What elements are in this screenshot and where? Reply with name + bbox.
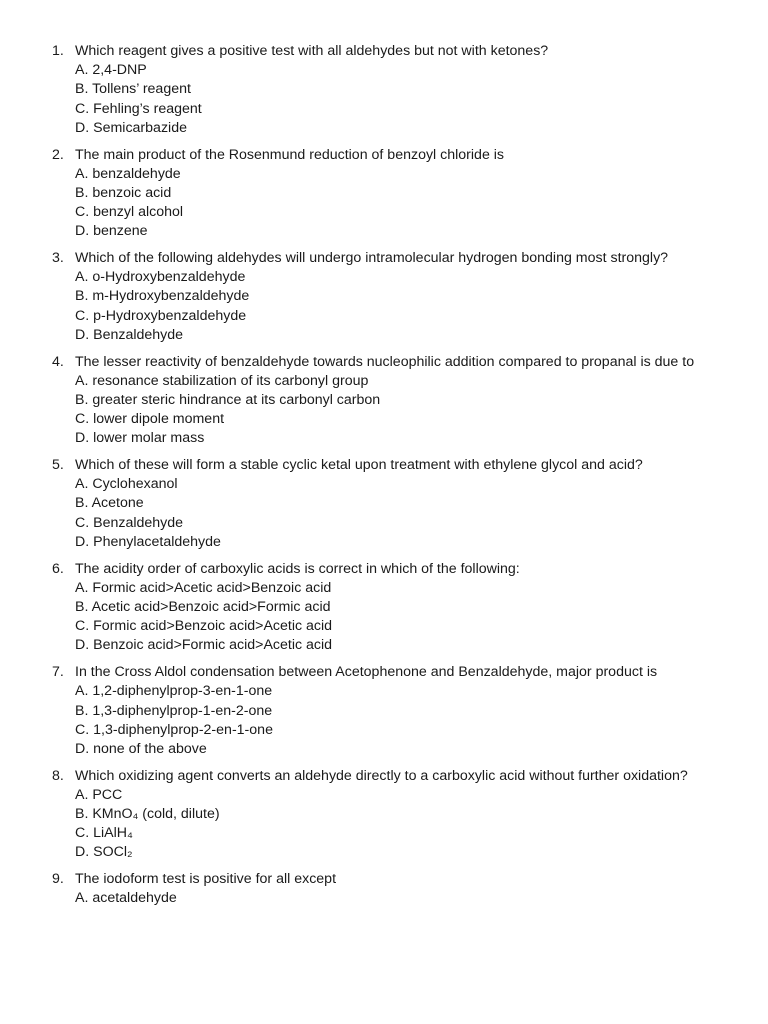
question-4 bbox=[0, 353, 768, 449]
option-d: D. Semicarbazide bbox=[75, 119, 187, 136]
option-d: D. Benzaldehyde bbox=[75, 326, 184, 343]
option-d: D. Phenylacetaldehyde bbox=[75, 533, 221, 550]
option-c: C. Fehling’s reagent bbox=[75, 100, 202, 117]
option-d: D. lower molar mass bbox=[75, 430, 205, 447]
option-a: A. o-Hydroxybenzaldehyde bbox=[75, 269, 246, 286]
question-text: Which of the following aldehydes will undergo intramolecular hydrogen bonding most strongly? bbox=[75, 250, 669, 267]
question-text: Which of these will form a stable cyclic ketal upon treatment with ethylene glycol and acid? bbox=[75, 457, 643, 474]
option-a: A. 1,2-diphenylprop-3-en-1-one bbox=[75, 683, 273, 700]
option-c: C. Formic acid>Benzoic acid>Acetic acid bbox=[75, 618, 333, 635]
option-b: B. KMnO₄ (cold, dilute) bbox=[75, 806, 220, 823]
question-number: 7. bbox=[52, 664, 64, 681]
question-6 bbox=[0, 560, 768, 656]
question-2 bbox=[0, 146, 768, 242]
question-1 bbox=[0, 42, 768, 138]
option-c: C. 1,3-diphenylprop-2-en-1-one bbox=[75, 721, 273, 738]
option-c: C. p-Hydroxybenzaldehyde bbox=[75, 307, 247, 324]
option-a: A. resonance stabilization of its carbonyl group bbox=[75, 372, 369, 389]
question-number: 3. bbox=[52, 250, 64, 267]
question-text: Which reagent gives a positive test with all aldehydes but not with ketones? bbox=[75, 43, 549, 59]
question-7 bbox=[0, 663, 768, 759]
question-number: 6. bbox=[52, 560, 64, 577]
option-a: A. Formic acid>Acetic acid>Benzoic acid bbox=[75, 579, 332, 596]
option-c: C. lower dipole moment bbox=[75, 411, 225, 428]
option-c: C. benzyl alcohol bbox=[75, 204, 184, 221]
option-a: A. PCC bbox=[75, 786, 123, 803]
option-d: D. none of the above bbox=[75, 740, 207, 757]
option-b: B. Acetic acid>Benzoic acid>Formic acid bbox=[75, 598, 331, 615]
question-text: The lesser reactivity of benzaldehyde towards nucleophilic addition compared to propanal is due to bbox=[75, 353, 695, 370]
question-number: 2. bbox=[52, 146, 64, 163]
option-d: D. SOCl₂ bbox=[75, 844, 133, 861]
question-number: 8. bbox=[52, 767, 64, 784]
question-9 bbox=[0, 870, 768, 908]
option-a: A. acetaldehyde bbox=[75, 890, 177, 907]
option-b: B. Acetone bbox=[75, 495, 144, 512]
question-text: The main product of the Rosenmund reduction of benzoyl chloride is bbox=[75, 146, 505, 163]
option-d: D. benzene bbox=[75, 223, 148, 240]
option-b: B. greater steric hindrance at its carbonyl carbon bbox=[75, 391, 381, 408]
question-3 bbox=[0, 249, 768, 345]
question-text: The iodoform test is positive for all except bbox=[75, 871, 337, 888]
question-text: In the Cross Aldol condensation between Acetophenone and Benzaldehyde, major product is bbox=[75, 664, 658, 681]
question-number: 5. bbox=[52, 457, 64, 474]
option-b: B. 1,3-diphenylprop-1-en-2-one bbox=[75, 702, 273, 719]
option-b: B. m-Hydroxybenzaldehyde bbox=[75, 288, 250, 305]
option-c: C. LiAlH₄ bbox=[75, 825, 133, 842]
question-number: 4. bbox=[52, 353, 64, 370]
question-text: The acidity order of carboxylic acids is correct in which of the following: bbox=[75, 560, 520, 577]
option-b: B. Tollens’ reagent bbox=[75, 81, 191, 98]
question-number: 1. bbox=[52, 43, 64, 59]
option-c: C. Benzaldehyde bbox=[75, 514, 184, 531]
question-5 bbox=[0, 456, 768, 552]
option-a: A. 2,4-DNP bbox=[75, 62, 147, 79]
option-a: A. benzaldehyde bbox=[75, 165, 181, 182]
option-a: A. Cyclohexanol bbox=[75, 476, 178, 493]
question-number: 9. bbox=[52, 871, 64, 888]
option-b: B. benzoic acid bbox=[75, 184, 172, 201]
question-list bbox=[0, 42, 768, 916]
option-d: D. Benzoic acid>Formic acid>Acetic acid bbox=[75, 637, 333, 654]
question-text: Which oxidizing agent converts an aldehyde directly to a carboxylic acid without further oxidation? bbox=[75, 767, 688, 784]
question-8 bbox=[0, 767, 768, 863]
